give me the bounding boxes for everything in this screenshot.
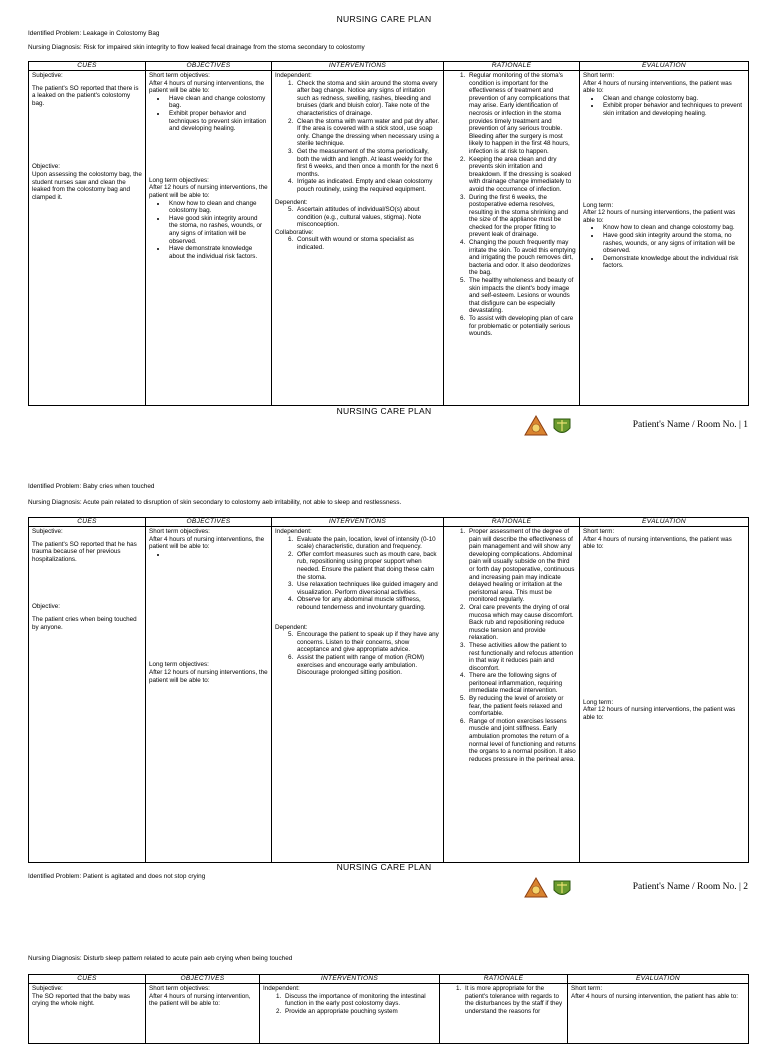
short-term-text: After 4 hours of nursing interventions, the patient will be able to: xyxy=(149,79,265,95)
list-item: 4. There are the following signs of peritoneal inflammation, requiring immediate medical intervention. xyxy=(467,672,576,695)
short-term-label: Short term objectives: xyxy=(149,528,210,535)
dependent-label: Dependent: xyxy=(275,198,308,206)
col-evaluation: EVALUATION xyxy=(580,62,749,71)
list-item: 5. Ascertain attitudes of individual/SO(s) about condition (e.g., cultural values, stigma). Note misconception. xyxy=(295,206,440,229)
list-item: 3. During the first 6 weeks, the postoperative edema resolves, resulting in the stoma shrinking and the size of the appliance must be checked for the proper fitting to prevent leak of drainage. xyxy=(467,194,576,240)
list-item: 2. Offer comfort measures such as mouth care, back rub, repositioning using proper support when needed. Ensure the patient that doing these calm the stoma. xyxy=(295,551,440,581)
list-item xyxy=(167,551,268,559)
nursing-diagnosis: Nursing Diagnosis: Risk for impaired skin integrity to flow leaked fecal drainage from the stoma secondary to colostomy xyxy=(28,44,365,51)
list-item: • Have demonstrate knowledge about the individual risk factors. xyxy=(167,245,268,260)
short-term-label: Short term: xyxy=(583,528,615,535)
care-plan-table-1 xyxy=(28,61,749,406)
list-item: • Know how to clean and change colostomy bag. xyxy=(601,224,745,232)
interventions-cell xyxy=(272,71,444,406)
short-term-label: Short term: xyxy=(571,985,603,992)
list-item: 3. These activities allow the patient to rest functionally and refocus attention in that way it reduces pain and discomfort. xyxy=(467,642,576,672)
rationale-cell xyxy=(444,71,580,406)
patient-name-room: Patient's Name / Room No. | 2 xyxy=(632,882,748,892)
identified-problem: Identified Problem: Baby cries when touched xyxy=(28,483,155,490)
objectives-cell xyxy=(146,71,272,406)
col-interventions: INTERVENTIONS xyxy=(272,62,444,71)
objective-label: Objective: xyxy=(32,163,60,171)
plan-title: NURSING CARE PLAN xyxy=(336,406,432,416)
list-item: 4. Observe for any abdominal muscle stiffness, rebound tenderness and involuntary guarding. xyxy=(295,596,440,611)
list-item: • Know how to clean and change colostomy bag. xyxy=(167,200,268,215)
long-term-text: After 12 hours of nursing interventions, the patient will be able to: xyxy=(149,184,268,199)
list-item: 2. Oral care prevents the drying of oral mucosa which may cause discomfort. Back rub and repositioning reduce muscle tension and provide relaxation. xyxy=(467,604,576,642)
col-rationale: RATIONALE xyxy=(440,975,568,984)
nursing-diagnosis: Nursing Diagnosis: Acute pain related to disruption of skin secondary to colostomy aeb irritability, not able to sleep and restlessness. xyxy=(28,499,402,506)
list-item: 5. The healthy wholeness and beauty of skin impacts the client's body image and self-esteem. Lesions or wounds that disfigure can be especially devastating. xyxy=(467,277,576,315)
identified-problem: Identified Problem: Patient is agitated and does not stop crying xyxy=(28,873,206,880)
table-header-row xyxy=(29,62,749,71)
objective-text: Upon assessing the colostomy bag, the student nurses saw and clean the leaked from the colostomy bag and clamped it. xyxy=(32,170,142,201)
col-cues: CUES xyxy=(29,62,146,71)
list-item: 1. Check the stoma and skin around the stoma every after bag change. Notice any signs of irritation such as redness, swelling, rashes, bleeding and bruises (dark and bluish color). Take note of the characteristics of drainage. xyxy=(295,80,440,118)
col-cues: CUES xyxy=(29,518,146,527)
page-footer xyxy=(0,412,768,440)
list-item: 2. Keeping the area clean and dry prevents skin irritation and breakdown. If the dressing is soaked with drainage change immediately to avoid the occurrence of infection. xyxy=(467,156,576,194)
interventions-cell xyxy=(260,984,440,1044)
subjective-text: The patient's SO reported that there is a leaked on the patient's colostomy bag. xyxy=(32,84,139,107)
col-rationale: RATIONALE xyxy=(444,518,580,527)
patient-name-room: Patient's Name / Room No. | 1 xyxy=(632,420,748,430)
short-term-text: After 4 hours of nursing intervention, the patient will be able to: xyxy=(149,992,251,1008)
table-row xyxy=(29,71,749,406)
school-logos-icon xyxy=(524,876,574,900)
list-item: 2. Provide an appropriate pouching system xyxy=(283,1008,436,1016)
list-item: 3. Use relaxation techniques like guided imagery and visualization. Perform diversional activities. xyxy=(295,581,440,596)
objectives-cell xyxy=(146,527,272,863)
long-term-text: After 12 hours of nursing interventions, the patient was able to: xyxy=(583,209,736,224)
cues-cell xyxy=(29,527,146,863)
list-item: 5. Encourage the patient to speak up if they have any concerns. Listen to their concerns, show acceptance and give appropriate advice. xyxy=(295,631,440,654)
col-evaluation: EVALUATION xyxy=(580,518,749,527)
col-cues: CUES xyxy=(29,975,146,984)
nursing-diagnosis: Nursing Diagnosis: Disturb sleep pattern related to acute pain aeb crying when being touched xyxy=(28,955,293,962)
evaluation-cell xyxy=(580,527,749,863)
list-item: 3. Get the measurement of the stoma periodically, both the width and length. At least weekly for the first 6 weeks, and then once a month for the next 6 months. xyxy=(295,148,440,178)
list-item: 4. Irrigate as indicated. Empty and clean colostomy pouch routinely, using the required equipment. xyxy=(295,178,440,193)
subjective-label: Subjective: xyxy=(32,72,63,79)
plan-title: NURSING CARE PLAN xyxy=(336,862,432,872)
col-objectives: OBJECTIVES xyxy=(146,62,272,71)
independent-label: Independent: xyxy=(263,985,300,992)
care-plan-table-3 xyxy=(28,974,749,1044)
list-item: 1. Discuss the importance of monitoring the intestinal function in the early post colostomy days. xyxy=(283,993,436,1008)
short-term-text: After 4 hours of nursing interventions, the patient was able to: xyxy=(583,79,732,95)
col-interventions: INTERVENTIONS xyxy=(272,518,444,527)
objective-label: Objective: xyxy=(32,603,60,611)
care-plan-table-2 xyxy=(28,517,749,863)
list-item: 4. Changing the pouch frequently may irritate the skin. To avoid this emptying and irrigating the pouch removes dirt, bacteria and odor. It also deodorizes the bag. xyxy=(467,239,576,277)
subjective-text: The patient's SO reported that he has trauma because of her previous hospitalizations. xyxy=(32,540,137,563)
long-term-label: Long term: xyxy=(583,201,614,209)
subjective-text: The SO reported that the baby was crying the whole night. xyxy=(32,992,131,1008)
list-item: • Exhibit proper behavior and techniques to prevent skin irritation and developing healing. xyxy=(167,110,268,133)
long-term-label: Long term objectives: xyxy=(149,176,209,184)
subjective-label: Subjective: xyxy=(32,985,63,992)
objectives-cell xyxy=(146,984,260,1044)
cues-cell xyxy=(29,984,146,1044)
page-footer xyxy=(0,874,768,902)
objective-text: The patient cries when being touched by anyone. xyxy=(32,615,137,631)
list-item: • Clean and change colostomy bag. xyxy=(601,95,745,103)
identified-problem: Identified Problem: Leakage in Colostomy Bag xyxy=(28,30,160,37)
col-rationale: RATIONALE xyxy=(444,62,580,71)
list-item: • Have clean and change colostomy bag. xyxy=(167,95,268,110)
list-item: 2. Clean the stoma with warm water and pat dry after. If the area is covered with a stick stool, use soap only. Change the dressing when necessary using a sterile technique. xyxy=(295,118,440,148)
short-term-text: After 4 hours of nursing interventions, the patient will be able to: xyxy=(149,535,265,551)
long-term-label: Long term: xyxy=(583,698,614,706)
plan-title: NURSING CARE PLAN xyxy=(336,14,432,24)
table-row xyxy=(29,527,749,863)
list-item: 6. Consult with wound or stoma specialist as indicated. xyxy=(295,236,440,251)
long-term-text: After 12 hours of nursing interventions, the patient will be able to: xyxy=(149,668,268,684)
list-item: • Exhibit proper behavior and techniques to prevent skin irritation and developing healing. xyxy=(601,102,745,117)
list-item: 5. By reducing the level of anxiety or fear, the patient feels relaxed and comfortable. xyxy=(467,695,576,718)
short-term-text: After 4 hours of nursing interventions, the patient was able to: xyxy=(583,535,732,551)
long-term-text: After 12 hours of nursing interventions, the patient was able to: xyxy=(583,706,736,721)
independent-label: Independent: xyxy=(275,72,312,79)
short-term-text: After 4 hours of nursing intervention, the patient has able to: xyxy=(571,992,738,1000)
col-interventions: INTERVENTIONS xyxy=(260,975,440,984)
table-header-row xyxy=(29,975,749,984)
short-term-label: Short term: xyxy=(583,72,615,79)
short-term-label: Short term objectives: xyxy=(149,72,210,79)
dependent-label: Dependent: xyxy=(275,623,308,631)
list-item: 6. Assist the patient with range of motion (ROM) exercises and encourage early ambulation. Discourage prolonged sitting position. xyxy=(295,654,440,677)
rationale-cell xyxy=(440,984,568,1044)
list-item: 6. To assist with developing plan of care for problematic or potentially serious wounds. xyxy=(467,315,576,338)
cues-cell xyxy=(29,71,146,406)
table-row xyxy=(29,984,749,1044)
list-item: 1. It is more appropriate for the patient's tolerance with regards to the disturbances by the staff if they understand the reasons for xyxy=(463,985,564,1015)
list-item: • Have good skin integrity around the stoma, no rashes, wounds, or any signs of irritation will be observed. xyxy=(167,215,268,245)
evaluation-cell xyxy=(580,71,749,406)
col-evaluation: EVALUATION xyxy=(568,975,749,984)
list-item: • Have good skin integrity around the stoma, no rashes, wounds, or any signs of irritation will be observed. xyxy=(601,232,745,255)
interventions-cell xyxy=(272,527,444,863)
collaborative-label: Collaborative: xyxy=(275,228,314,236)
list-item: 1. Regular monitoring of the stoma's condition is important for the effectiveness of treatment and prevention of any complications that may arise. Early identification of necrosis or infection in the stoma provides timely treatment and prevention of any serious trouble. Bleeding after the surgery is most likely to happen in the first 48 hours, infection is at risk to happen. xyxy=(467,72,576,156)
subjective-label: Subjective: xyxy=(32,528,63,535)
table-header-row xyxy=(29,518,749,527)
evaluation-cell xyxy=(568,984,749,1044)
list-item: • Demonstrate knowledge about the individual risk factors. xyxy=(601,255,745,270)
list-item: 1. Evaluate the pain, location, level of intensity (0-10 scale) characteristic, duration and frequency. xyxy=(295,536,440,551)
list-item: 1. Proper assessment of the degree of pain will describe the effectiveness of pain management and will show any developing complications. Abdominal pain will usually subside on the third or forth day postoperative, continuous and increasing pain may indicate delayed healing or irritation at the peristomal area. This must be monitored regularly. xyxy=(467,528,576,604)
independent-label: Independent: xyxy=(275,528,312,535)
col-objectives: OBJECTIVES xyxy=(146,518,272,527)
short-term-label: Short term objectives: xyxy=(149,985,210,992)
school-logos-icon xyxy=(524,414,574,438)
rationale-cell xyxy=(444,527,580,863)
col-objectives: OBJECTIVES xyxy=(146,975,260,984)
list-item: 6. Range of motion exercises lessens muscle and joint stiffness. Early ambulation promotes the return of a normal level of functioning and returns the organs to a normal position. It also reduces pressure in the perineal area. xyxy=(467,718,576,764)
long-term-label: Long term objectives: xyxy=(149,661,209,669)
